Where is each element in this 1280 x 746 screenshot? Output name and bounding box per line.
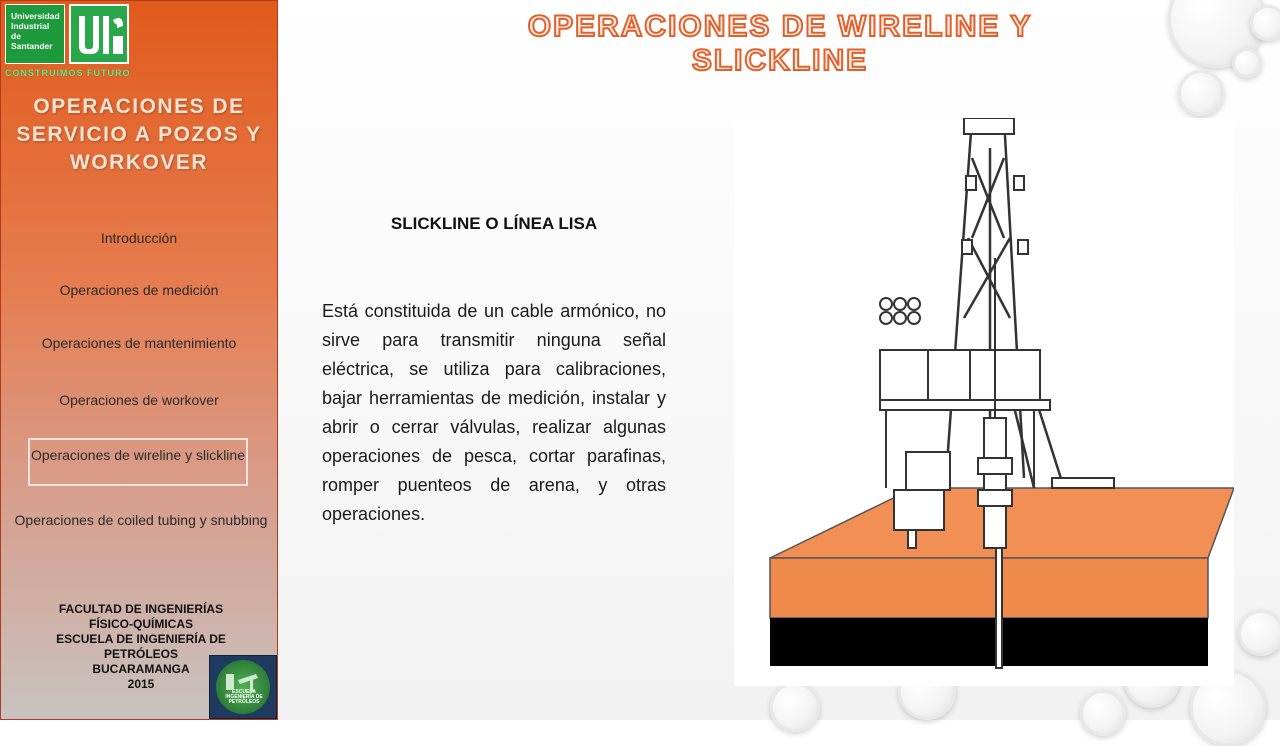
nav-item-coiled-tubing[interactable]: Operaciones de coiled tubing y snubbing	[14, 512, 268, 528]
school-logo-text: ESCUELA INGENIERÍA DE PETRÓLEOS	[225, 689, 263, 705]
university-slogan: CONSTRUIMOS FUTURO	[5, 68, 131, 78]
oil-pump-icon	[216, 660, 270, 714]
nav-item-medicion[interactable]: Operaciones de medición	[59, 282, 219, 298]
nav-item-mantenimiento[interactable]: Operaciones de mantenimiento	[41, 335, 237, 351]
section-subtitle: SLICKLINE O LÍNEA LISA	[390, 214, 598, 233]
footer-line: BUCARAMANGA	[92, 662, 190, 676]
university-logo	[5, 4, 65, 64]
page-title: OPERACIONES DE WIRELINE Y SLICKLINE	[527, 10, 1033, 77]
footer-line: 2015	[127, 677, 155, 691]
footer-line: PETRÓLEOS	[103, 647, 178, 661]
petroleum-school-logo	[209, 655, 277, 719]
nav-item-workover[interactable]: Operaciones de workover	[59, 392, 219, 408]
decorative-bubble	[1250, 5, 1280, 41]
slickline-description: Está constituida de un cable armónico, no sirve para transmitir ninguna señal eléctrica, se utiliza para calibraciones, bajar herramientas de medición, instalar y abrir o cerrar válvulas, realizar algunas operaciones de pesca, cortar parafinas, romper puenteos de arena, y otras operaciones.	[322, 301, 666, 524]
nav-item-introduccion[interactable]: Introducción	[100, 230, 178, 246]
sidebar	[0, 0, 278, 720]
footer-line: ESCUELA DE INGENIERÍA DE	[56, 632, 226, 646]
sidebar-title: OPERACIONES DE SERVICIO A POZOS Y WORKOVER	[16, 95, 262, 174]
uis-emblem-icon	[69, 4, 129, 64]
decorative-bubble	[1080, 690, 1126, 736]
nav-item-wireline-slickline[interactable]: Operaciones de wireline y slickline	[28, 438, 248, 486]
decorative-bubble	[1178, 70, 1224, 116]
decorative-bubble	[1238, 610, 1280, 656]
footer-line: FACULTAD DE INGENIERÍAS	[58, 602, 224, 616]
university-logo-text: Universidad Industrial de Santander	[11, 11, 60, 51]
slickline-rig-illustration	[734, 118, 1234, 686]
footer-line: FÍSICO-QUÍMICAS	[89, 617, 193, 631]
decorative-bubble	[770, 682, 820, 732]
decorative-bubble	[1232, 48, 1262, 78]
